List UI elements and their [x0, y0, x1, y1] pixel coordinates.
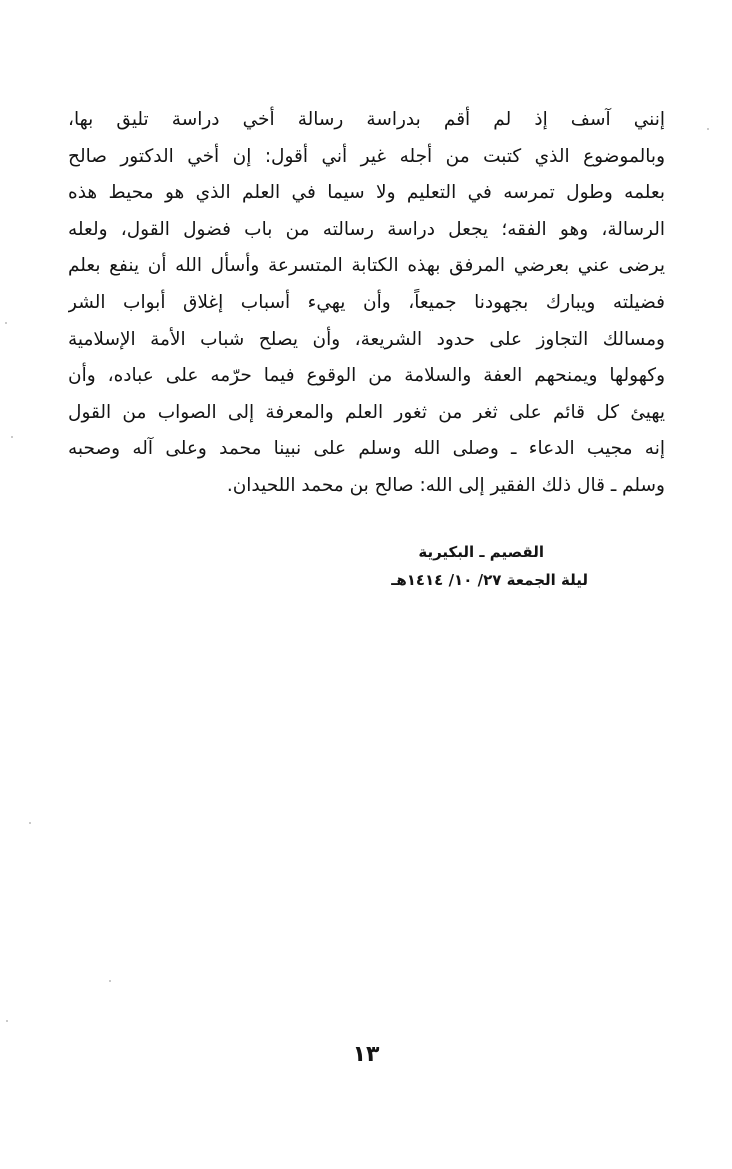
- scan-speck: [5, 322, 7, 324]
- page-number: ١٣: [352, 1042, 380, 1067]
- scan-speck: [6, 1020, 8, 1022]
- text-line: فضيلته ويبارك بجهودنا جميعاً، وأن يهيء أسباب إغلاق أبواب الشر: [68, 291, 665, 313]
- text-line: بعلمه وطول تمرسه في التعليم ولا سيما في العلم الذي هو محيط هذه: [68, 182, 665, 204]
- text-line: وكهولها ويمنحهم العفة والسلامة من الوقوع فيما حرّمه على عباده، وأن: [68, 365, 665, 387]
- text-line: يرضى عني بعرضي المرفق بهذه الكتابة المتسرعة وأسأل الله أن ينفع بعلم: [68, 255, 665, 277]
- signature-block: [68, 538, 588, 594]
- text-line: ومسالك التجاوز على حدود الشريعة، وأن يصلح شباب الأمة الإسلامية: [68, 328, 665, 350]
- text-line: إنني آسف إذ لم أقم بدراسة رسالة أخي دراسة تليق بها،: [68, 109, 665, 130]
- text-line: وسلم ـ قال ذلك الفقير إلى الله: صالح بن محمد اللحيدان.: [226, 474, 665, 496]
- scan-speck: [109, 980, 111, 982]
- signature-place: القصيم ـ البكيرية: [418, 543, 544, 561]
- scan-speck: [11, 436, 13, 438]
- scan-speck: [707, 128, 709, 130]
- text-line: وبالموضوع الذي كتبت من أجله غير أني أقول: إن أخي الدكتور صالح: [68, 145, 665, 167]
- scan-speck: [29, 822, 31, 824]
- text-line: الرسالة، وهو الفقه؛ يجعل دراسة رسالته من باب فضول القول، ولعله: [68, 218, 665, 240]
- text-line: إنه مجيب الدعاء ـ وصلى الله وسلم على نبينا محمد وعلى آله وصحبه: [68, 438, 665, 460]
- signature-date: ليلة الجمعة ٢٧/ ١٠/ ١٤١٤هـ: [391, 571, 588, 589]
- body-paragraph: [68, 102, 665, 505]
- text-line: يهيئ كل قائم على ثغر من ثغور العلم والمعرفة إلى الصواب من القول: [68, 401, 665, 423]
